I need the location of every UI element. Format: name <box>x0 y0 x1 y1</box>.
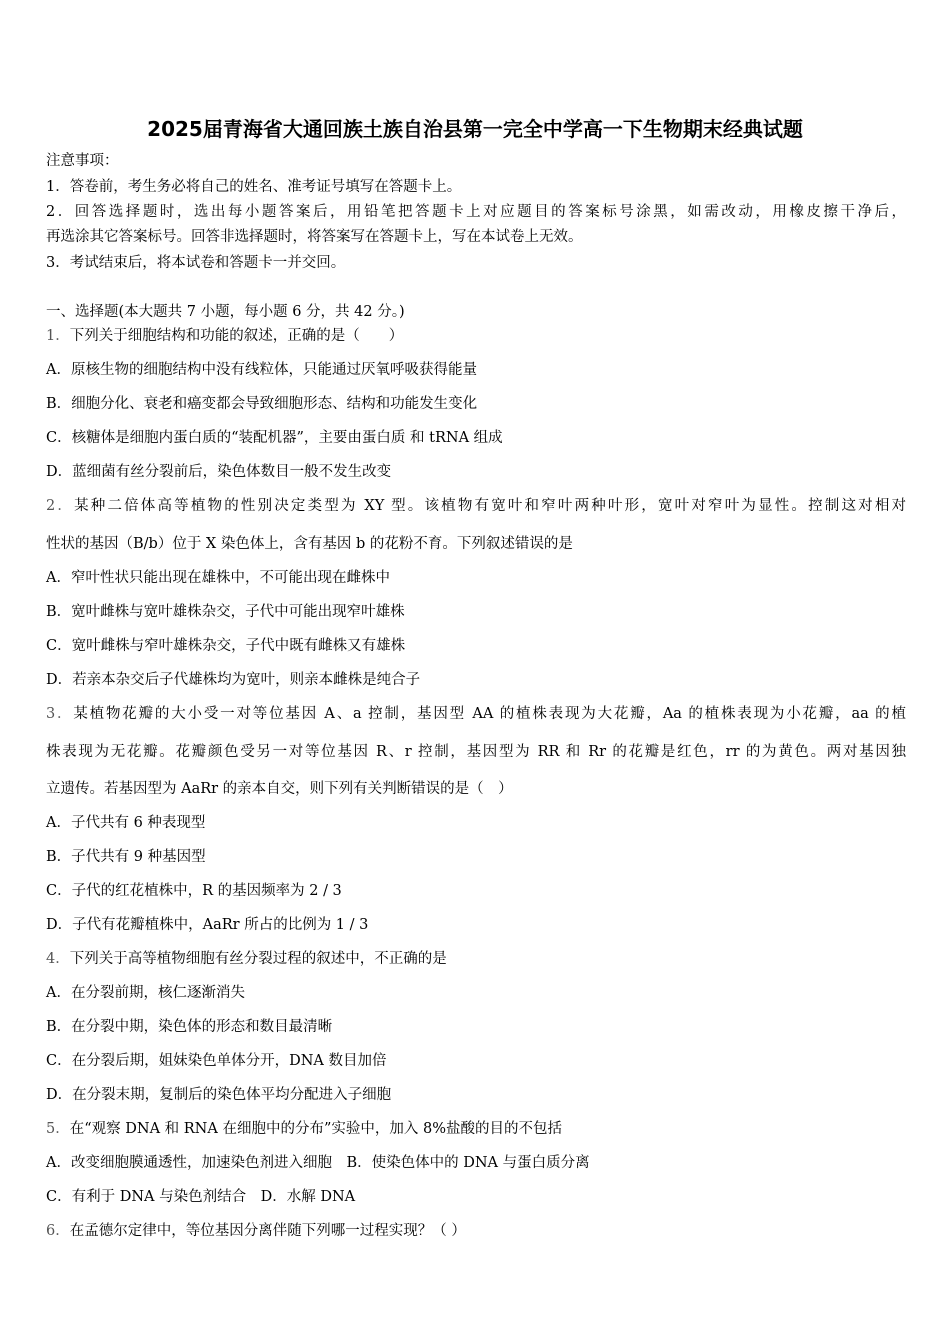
question-text: 某种二倍体高等植物的性别决定类型为 XY 型。该植物有宽叶和窄叶两种叶形，宽叶对窄叶为显性。控制这对相对 <box>74 498 906 514</box>
question-number: 4． <box>46 951 70 967</box>
question-5-options-ab: A．改变细胞膜通透性，加速染色剂进入细胞 B．使染色体中的 DNA 与蛋白质分离 <box>46 1155 590 1171</box>
question-number: 1． <box>46 328 70 344</box>
question-3-option-a: A．子代共有 6 种表现型 <box>46 815 206 831</box>
question-1-option-b: B．细胞分化、衰老和癌变都会导致细胞形态、结构和功能发生变化 <box>46 396 478 412</box>
question-4-option-d: D．在分裂末期，复制后的染色体平均分配进入子细胞 <box>46 1087 392 1103</box>
question-2-option-a: A．窄叶性状只能出现在雄株中，不可能出现在雌株中 <box>46 570 390 586</box>
question-4-stem <box>46 950 447 968</box>
question-1-option-a: A．原核生物的细胞结构中没有线粒体，只能通过厌氧呼吸获得能量 <box>46 362 477 378</box>
question-text: 某植物花瓣的大小受一对等位基因 A、a 控制，基因型 AA 的植株表现为大花瓣，Aa 的植株表现为小花瓣，aa 的植 <box>73 706 906 722</box>
question-1-option-d: D．蓝细菌有丝分裂前后，染色体数目一般不发生改变 <box>46 464 392 480</box>
question-number: 3． <box>46 706 74 722</box>
question-2-option-c: C．宽叶雌株与窄叶雄株杂交，子代中既有雌株又有雄株 <box>46 638 406 654</box>
notice-item: 3．考试结束后，将本试卷和答题卡一并交回。 <box>46 255 346 271</box>
question-5-stem <box>46 1120 562 1138</box>
question-5-options-cd: C．有利于 DNA 与染色剂结合 D．水解 DNA <box>46 1189 356 1205</box>
question-text: 在“观察 DNA 和 RNA 在细胞中的分布”实验中，加入 8%盐酸的目的不包括 <box>69 1121 562 1137</box>
question-number: 5． <box>46 1121 70 1137</box>
question-6-stem <box>46 1222 466 1240</box>
question-3-stem-cont: 株表现为无花瓣。花瓣颜色受另一对等位基因 R、r 控制，基因型为 RR 和 Rr 的花瓣是红色，rr 的为黄色。两对基因独 <box>46 744 906 760</box>
question-number: 2． <box>46 498 75 514</box>
question-2-option-b: B．宽叶雌株与宽叶雄株杂交，子代中可能出现窄叶雄株 <box>46 604 405 620</box>
question-3-stem-cont: 立遗传。若基因型为 AaRr 的亲本自交，则下列有关判断错误的是（ ） <box>46 781 513 797</box>
question-1-stem <box>46 327 403 345</box>
question-2-option-d: D．若亲本杂交后子代雄株均为宽叶，则亲本雌株是纯合子 <box>46 672 421 688</box>
section-heading: 一、选择题(本大题共 7 小题，每小题 6 分，共 42 分。) <box>46 304 405 320</box>
question-text: 在孟德尔定律中，等位基因分离伴随下列哪一过程实现？（ ） <box>69 1223 466 1239</box>
question-3-option-b: B．子代共有 9 种基因型 <box>46 849 206 865</box>
question-text: 下列关于高等植物细胞有丝分裂过程的叙述中，不正确的是 <box>69 951 447 967</box>
question-3-option-c: C．子代的红花植株中，R 的基因频率为 2 / 3 <box>46 883 342 899</box>
question-2-stem-cont: 性状的基因（B/b）位于 X 染色体上，含有基因 b 的花粉不育。下列叙述错误的是 <box>46 536 573 552</box>
question-4-option-a: A．在分裂前期，核仁逐渐消失 <box>46 985 245 1001</box>
question-2-stem <box>46 497 906 515</box>
question-4-option-b: B．在分裂中期，染色体的形态和数目最清晰 <box>46 1019 333 1035</box>
notice-item: 2．回答选择题时，选出每小题答案后，用铅笔把答题卡上对应题目的答案标号涂黑，如需改动，用橡皮擦干净后， <box>46 204 906 220</box>
question-number: 6． <box>46 1223 70 1239</box>
notice-item: 再选涂其它答案标号。回答非选择题时，将答案写在答题卡上，写在本试卷上无效。 <box>46 229 583 245</box>
question-1-option-c: C．核糖体是细胞内蛋白质的“装配机器”，主要由蛋白质 和 tRNA 组成 <box>46 430 503 446</box>
question-4-option-c: C．在分裂后期，姐妹染色单体分开，DNA 数目加倍 <box>46 1053 387 1069</box>
question-text: 下列关于细胞结构和功能的叙述，正确的是（ ） <box>69 328 404 344</box>
page-title: 2025届青海省大通回族土族自治县第一完全中学高一下生物期末经典试题 <box>147 117 803 141</box>
question-3-stem <box>46 705 906 723</box>
question-3-option-d: D．子代有花瓣植株中，AaRr 所占的比例为 1 / 3 <box>46 917 369 933</box>
notice-heading: 注意事项： <box>46 153 119 169</box>
notice-item: 1．答卷前，考生务必将自己的姓名、准考证号填写在答题卡上。 <box>46 179 462 195</box>
